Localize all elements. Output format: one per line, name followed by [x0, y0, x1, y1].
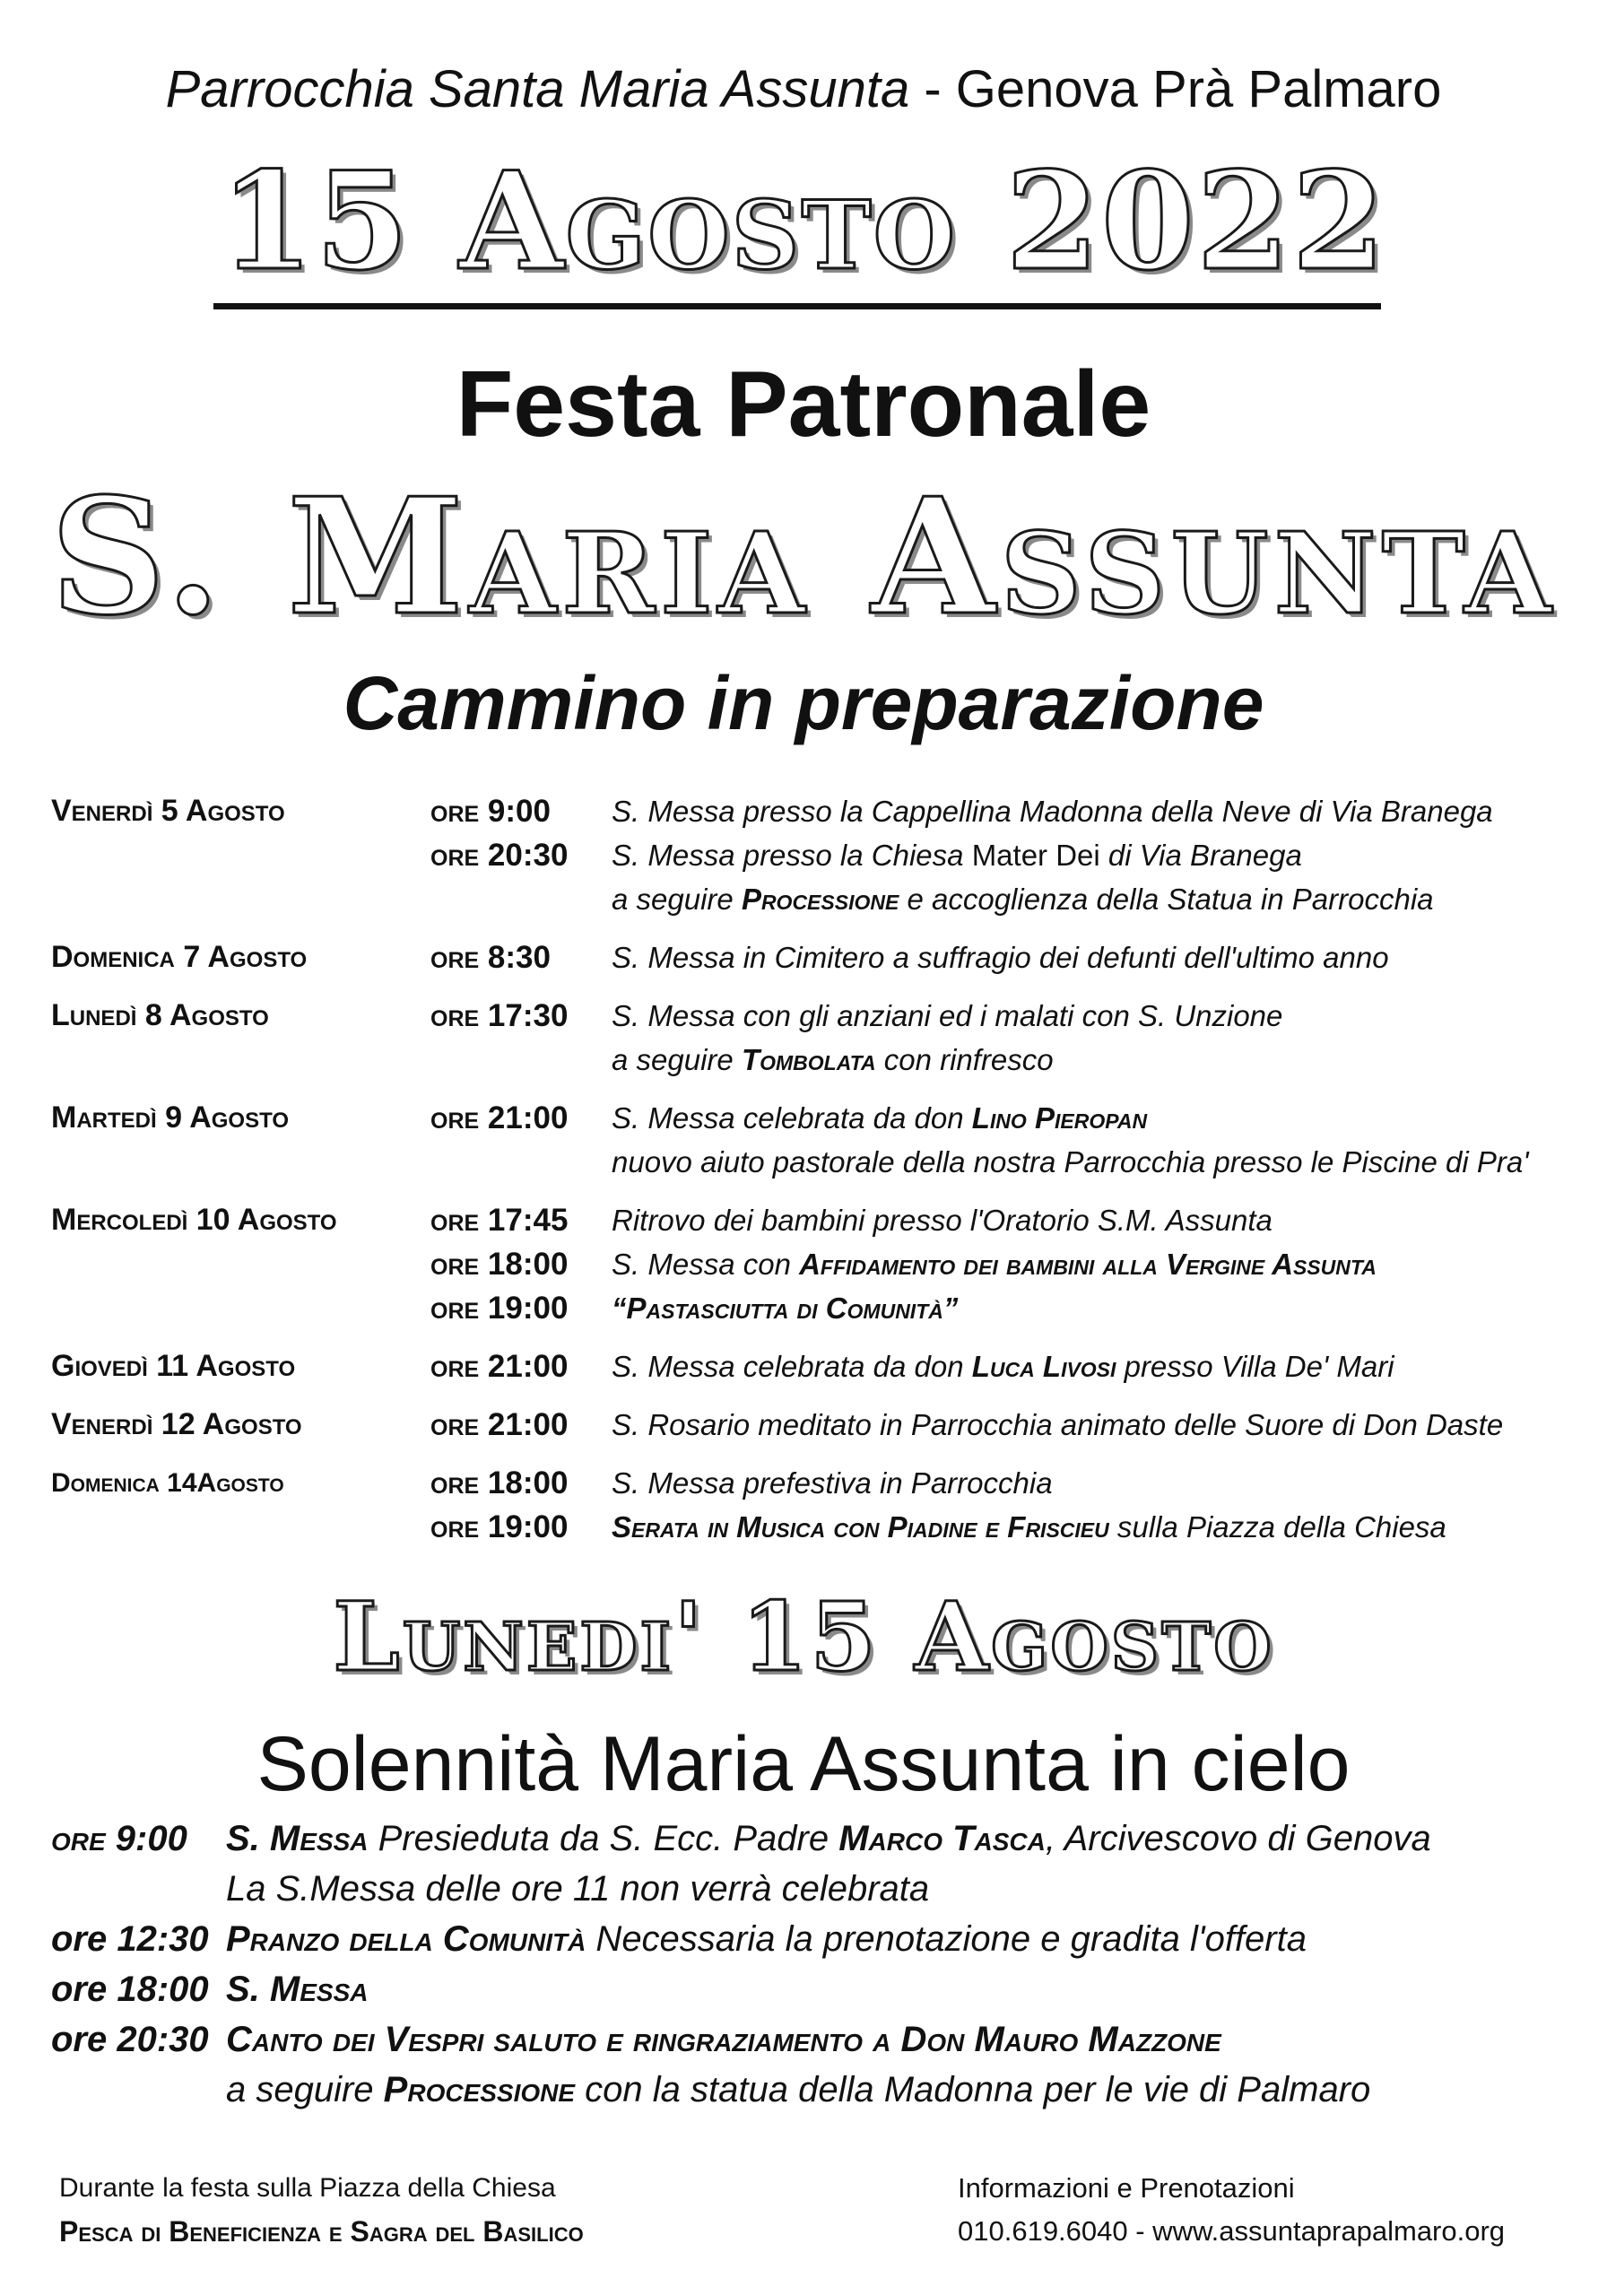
- schedule-row: [51, 1461, 1576, 1505]
- schedule-row: [51, 1344, 1576, 1388]
- schedule-description: [612, 1198, 1576, 1242]
- schedule-time: [430, 1038, 612, 1082]
- footer-events: Pesca di Beneficienza e Sagra del Basilico: [59, 2215, 584, 2248]
- date-underline: [213, 303, 1381, 309]
- description-part: presso l'Oratorio S.M. Assunta: [873, 1204, 1273, 1237]
- schedule-time: ore 8:30: [430, 940, 551, 975]
- description-part: celebrata da don: [743, 1350, 972, 1383]
- schedule-time: [430, 877, 612, 921]
- description-part: in Parrocchia animato delle Suore di Don Daste: [879, 1408, 1504, 1441]
- saint-title: S. Maria Assunta: [50, 463, 1557, 650]
- feast-time: ore 20:30: [51, 2020, 209, 2059]
- feast-row: [51, 1864, 1576, 1914]
- festa-heading: Festa Patronale: [456, 352, 1151, 457]
- schedule-description: [612, 833, 1576, 877]
- schedule-day: Venerdì 12 Agosto: [51, 1407, 302, 1441]
- schedule-day: Martedì 9 Agosto: [51, 1100, 289, 1135]
- description-part: Lino Pieropan: [971, 1101, 1148, 1135]
- schedule-time: ore 17:30: [430, 998, 569, 1033]
- description-part: nuovo aiuto pastorale della nostra Parrocchia presso le Piscine di Pra': [612, 1145, 1529, 1178]
- row-gap: [51, 1082, 1576, 1096]
- schedule-time: ore 21:00: [430, 1349, 569, 1384]
- feast-part: , Arcivescovo di Genova: [1045, 1819, 1431, 1858]
- parish-location: Genova Prà Palmaro: [955, 60, 1442, 118]
- parish-name: Parrocchia Santa Maria Assunta: [165, 60, 910, 118]
- feast-day-schedule: [51, 1813, 1576, 2115]
- feast-part: a seguire: [226, 2070, 384, 2109]
- feast-part: S. Messa: [226, 1970, 369, 2009]
- parish-header: [0, 59, 1607, 119]
- description-part: Serata in Musica con Piadine e Friscieu: [612, 1510, 1109, 1544]
- schedule-time: ore 18:00: [430, 1465, 569, 1500]
- description-part: a suffragio dei defunti dell'ultimo anno: [892, 941, 1389, 974]
- feast-part: Processione: [383, 2070, 576, 2109]
- schedule-description: [612, 994, 1576, 1038]
- description-part: a seguire: [612, 1043, 742, 1076]
- schedule-time: [430, 1140, 612, 1184]
- feast-description: [226, 1864, 929, 1914]
- footer-info-label: Informazioni e Prenotazioni: [958, 2172, 1295, 2204]
- description-part: prefestiva in Parrocchia: [743, 1466, 1053, 1500]
- schedule-row: [51, 1403, 1576, 1447]
- description-part: presso la Chiesa: [743, 839, 972, 872]
- schedule-day: Venerdì 5 Agosto: [51, 794, 285, 828]
- description-part: di Via Branega: [1108, 839, 1302, 872]
- preparation-schedule: [51, 789, 1576, 1549]
- row-gap: [51, 1388, 1576, 1403]
- schedule-description: [612, 1242, 1576, 1286]
- feast-part: Marco Tasca: [838, 1819, 1046, 1858]
- description-part: con rinfresco: [875, 1043, 1054, 1076]
- feast-description: [226, 1964, 368, 2014]
- description-part: S. Messa: [612, 1101, 743, 1135]
- schedule-row: [51, 1096, 1576, 1140]
- feast-part: Necessaria la prenotazione e gradita l'offerta: [586, 1919, 1307, 1959]
- schedule-time: ore 18:00: [430, 1247, 569, 1282]
- feast-part: S. Messa: [226, 1819, 369, 1858]
- feast-description: [226, 2065, 1370, 2115]
- description-part: celebrata da don: [743, 1101, 972, 1135]
- feast-row: [51, 2065, 1576, 2115]
- description-part: e accoglienza della Statua in Parrocchia: [899, 883, 1434, 916]
- schedule-row: [51, 833, 1576, 877]
- description-part: S. Messa: [612, 1350, 743, 1383]
- schedule-day: Domenica 14Agosto: [51, 1468, 284, 1498]
- schedule-row: [51, 1198, 1576, 1242]
- description-part: S. Messa: [612, 999, 743, 1032]
- schedule-description: [612, 789, 1576, 833]
- schedule-row: [51, 1038, 1576, 1082]
- schedule-time: ore 17:45: [430, 1203, 569, 1238]
- cammino-heading: Cammino in preparazione: [343, 661, 1264, 745]
- feast-time: ore 9:00: [51, 1819, 187, 1858]
- description-part: Processione: [741, 883, 899, 916]
- feast-part: La S.Messa delle ore 11 non verrà celebrata: [226, 1869, 930, 1909]
- schedule-time: ore 19:00: [430, 1509, 569, 1544]
- feast-row: [51, 1964, 1576, 2014]
- schedule-time: ore 21:00: [430, 1100, 569, 1135]
- schedule-row: [51, 1140, 1576, 1184]
- schedule-row: [51, 789, 1576, 833]
- schedule-row: [51, 1286, 1576, 1330]
- schedule-day: Giovedì 11 Agosto: [51, 1349, 296, 1383]
- feast-description: [226, 1813, 1431, 1864]
- schedule-row: [51, 994, 1576, 1038]
- solennita-heading: Solennità Maria Assunta in cielo: [256, 1721, 1351, 1807]
- schedule-day: [51, 1140, 430, 1184]
- description-part: con: [743, 1248, 800, 1281]
- schedule-description: [612, 1038, 1576, 1082]
- schedule-time: ore 9:00: [430, 794, 551, 829]
- schedule-day: Domenica 7 Agosto: [51, 940, 308, 974]
- feast-time: [51, 1864, 226, 1914]
- feast-row: [51, 2014, 1576, 2065]
- feast-time: ore 12:30: [51, 1919, 209, 1959]
- schedule-description: [612, 1344, 1576, 1388]
- feast-part: Presieduta da S. Ecc. Padre: [368, 1819, 839, 1858]
- schedule-day: [51, 833, 430, 877]
- schedule-row: [51, 935, 1576, 979]
- schedule-day: [51, 1286, 430, 1330]
- feast-row: [51, 1813, 1576, 1864]
- row-gap: [51, 921, 1576, 935]
- footer-right: [958, 2167, 1505, 2253]
- schedule-description: [612, 1096, 1576, 1140]
- footer-note: Durante la festa sulla Piazza della Chiesa: [59, 2173, 556, 2203]
- feast-description: [226, 2014, 1221, 2065]
- schedule-day: [51, 877, 430, 921]
- feast-part: con la statua della Madonna per le vie di Palmaro: [575, 2070, 1371, 2109]
- description-part: “Pastasciutta di Comunità”: [612, 1292, 959, 1325]
- schedule-day: [51, 1242, 430, 1286]
- description-part: Mater Dei: [971, 839, 1108, 872]
- schedule-day: [51, 1505, 430, 1549]
- description-part: presso la Cappellina Madonna della Neve di Via Branega: [743, 795, 1493, 828]
- schedule-description: [612, 1403, 1576, 1447]
- feast-time: ore 18:00: [51, 1970, 209, 2009]
- feast-description: [226, 1914, 1307, 1964]
- schedule-row: [51, 877, 1576, 921]
- description-part: S. Rosario meditato: [612, 1408, 880, 1441]
- feast-row: [51, 1914, 1576, 1964]
- description-part: Affidamento dei bambini alla Vergine Assunta: [799, 1248, 1377, 1281]
- row-gap: [51, 1184, 1576, 1198]
- description-part: S. Messa in Cimitero: [612, 941, 893, 974]
- feast-time: [51, 2065, 226, 2115]
- schedule-description: [612, 1505, 1576, 1549]
- description-part: con gli anziani ed i malati con S. Unzione: [743, 999, 1283, 1032]
- schedule-description: [612, 877, 1576, 921]
- schedule-day: [51, 1038, 430, 1082]
- footer-left: [59, 2167, 584, 2253]
- schedule-row: [51, 1505, 1576, 1549]
- lunedi-title: Lunedi' 15 Agosto: [333, 1580, 1274, 1692]
- footer-contacts: 010.619.6040 - www.assuntaprapalmaro.org: [958, 2215, 1506, 2247]
- schedule-day: Mercoledì 10 Agosto: [51, 1203, 337, 1237]
- feast-part: Pranzo della Comunità: [226, 1919, 586, 1959]
- description-part: sulla Piazza della Chiesa: [1108, 1510, 1446, 1544]
- schedule-description: [612, 1461, 1576, 1505]
- description-part: Ritrovo dei bambini: [612, 1204, 873, 1237]
- row-gap: [51, 1330, 1576, 1344]
- schedule-description: [612, 935, 1576, 979]
- date-title: 15 Agosto 2022: [220, 143, 1387, 300]
- description-part: Luca Livosi: [971, 1350, 1116, 1383]
- header-separator: -: [909, 60, 956, 118]
- row-gap: [51, 979, 1576, 994]
- feast-part: Canto dei Vespri saluto e ringraziamento a Don Mauro Mazzone: [226, 2020, 1221, 2059]
- schedule-row: [51, 1242, 1576, 1286]
- description-part: S. Messa: [612, 795, 743, 828]
- description-part: a seguire: [612, 883, 742, 916]
- description-part: S. Messa: [612, 1466, 743, 1500]
- schedule-description: [612, 1140, 1576, 1184]
- schedule-time: ore 20:30: [430, 838, 569, 873]
- description-part: S. Messa: [612, 839, 743, 872]
- description-part: Tombolata: [741, 1043, 876, 1076]
- description-part: S. Messa: [612, 1248, 743, 1281]
- schedule-time: ore 19:00: [430, 1291, 569, 1326]
- schedule-day: Lunedì 8 Agosto: [51, 998, 269, 1032]
- description-part: presso Villa De' Mari: [1116, 1350, 1394, 1383]
- schedule-time: ore 21:00: [430, 1407, 569, 1442]
- row-gap: [51, 1447, 1576, 1461]
- schedule-description: [612, 1286, 1576, 1330]
